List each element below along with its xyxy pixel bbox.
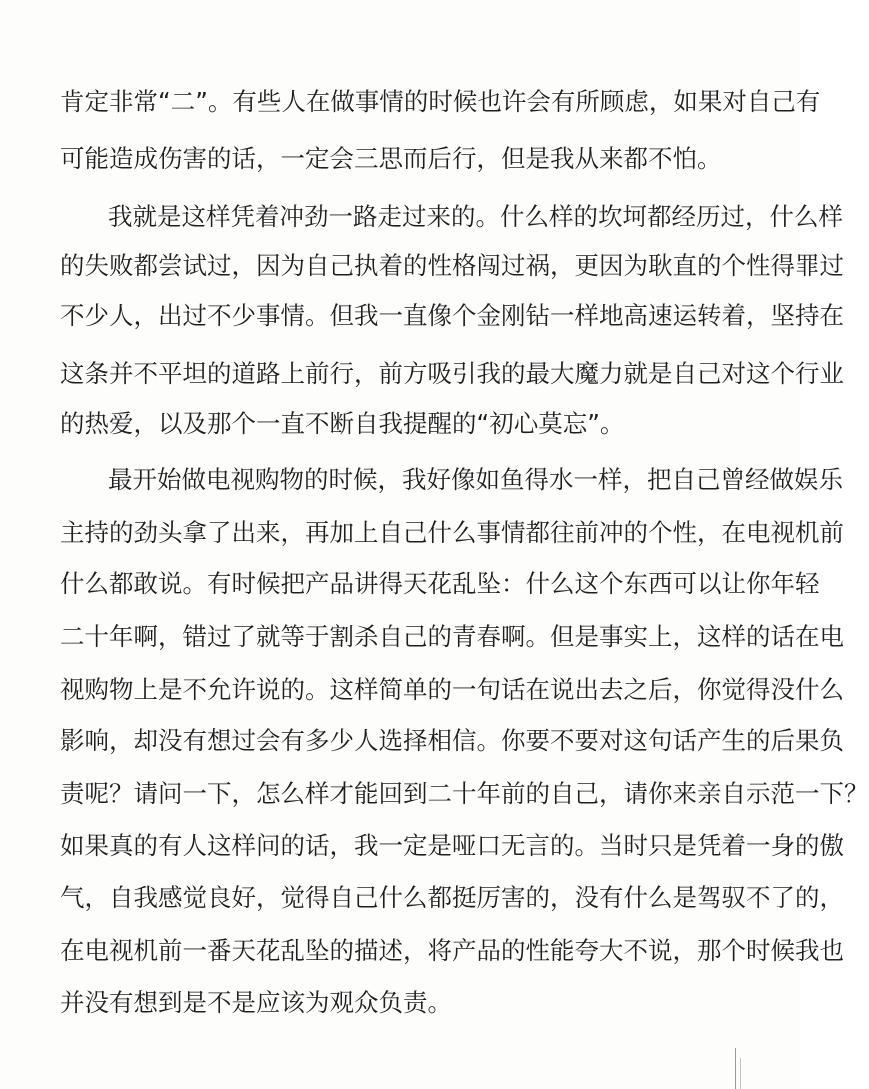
text-line: 气，自我感觉良好，觉得自己什么都挺厉害的，没有什么是驾驭不了的， [60,883,844,912]
page-edge-mark [735,1048,736,1089]
text-line: 这条并不平坦的道路上前行，前方吸引我的最大魔力就是自己对这个行业 [60,359,844,388]
text-line: 肯定非常“二”。有些人在做事情的时候也许会有所顾虑，如果对自己有 [60,87,821,116]
text-line: 的热爱，以及那个一直不断自我提醒的“初心莫忘”。 [60,409,625,438]
paragraph-start-line: 我就是这样凭着冲劲一路走过来的。什么样的坎坷都经历过，什么样 [108,202,843,231]
text-line: 在电视机前一番天花乱坠的描述，将产品的性能夸大不说，那个时候我也 [60,936,844,965]
text-line: 不少人，出过不少事情。但我一直像个金刚钻一样地高速运转着，坚持在 [60,301,844,330]
page-edge-mark [740,1058,741,1089]
text-line: 主持的劲头拿了出来，再加上自己什么事情都往前冲的个性，在电视机前 [60,518,844,547]
text-line: 什么都敢说。有时候把产品讲得天花乱坠：什么这个东西可以让你年轻 [60,569,820,598]
text-line: 视购物上是不允许说的。这样简单的一句话在说出去之后，你觉得没什么 [60,675,844,704]
text-line: 的失败都尝试过，因为自己执着的性格闯过祸，更因为耿直的个性得罪过 [60,251,844,280]
text-line: 如果真的有人这样问的话，我一定是哑口无言的。当时只是凭着一身的傲 [60,831,844,860]
text-line: 二十年啊，错过了就等于割杀自己的青春啊。但是事实上，这样的话在电 [60,622,844,651]
text-line: 影响，却没有想过会有多少人选择相信。你要不要对这句话产生的后果负 [60,726,844,755]
text-line: 并没有想到是不是应该为观众负责。 [60,988,452,1017]
paragraph-start-line: 最开始做电视购物的时候，我好像如鱼得水一样，把自己曾经做娱乐 [108,465,843,494]
text-line: 可能造成伤害的话，一定会三思而后行，但是我从来都不怕。 [60,144,722,173]
text-line: 责呢？请问一下，怎么样才能回到二十年前的自己，请你来亲自示范一下？ [60,779,869,808]
